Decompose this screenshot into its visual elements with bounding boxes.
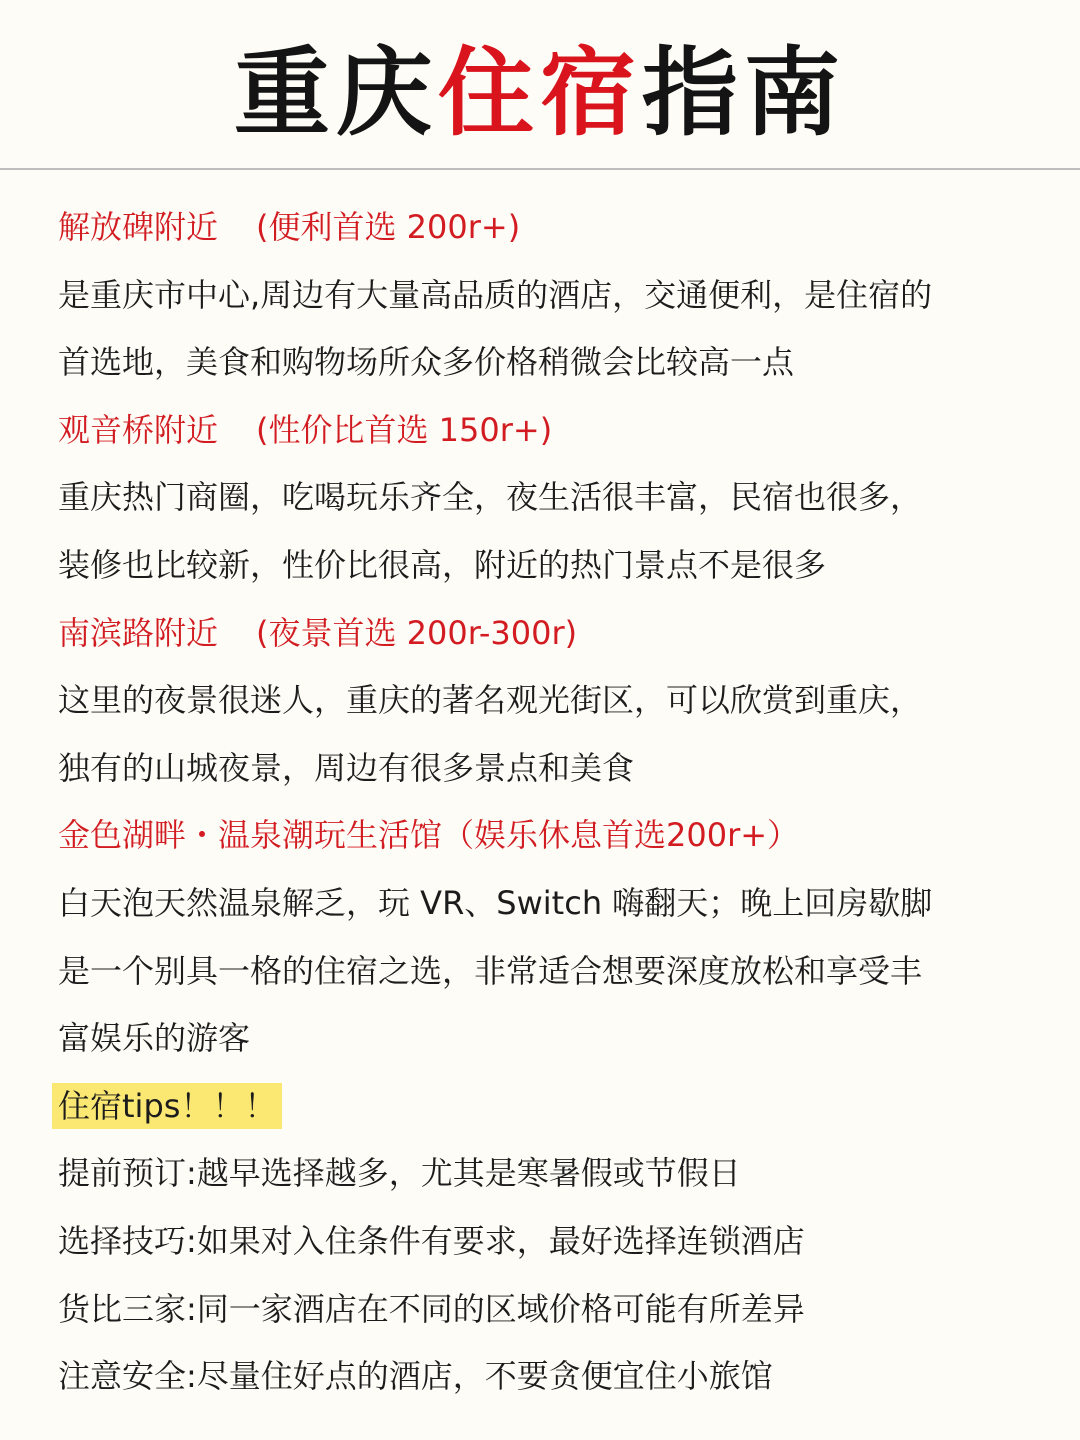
tip-item: 选择技巧:如果对入住条件有要求，最好选择连锁酒店 xyxy=(58,1221,805,1260)
title-part-1: 重庆 xyxy=(234,37,438,149)
section-name: 观音桥附近 xyxy=(58,410,219,449)
section-text-line: 首选地，美食和购物场所众多价格稍微会比较高一点 xyxy=(58,343,795,382)
section-text-line: 独有的山城夜景，周边有很多景点和美食 xyxy=(58,748,635,787)
section-name: 解放碑附近 xyxy=(58,208,219,246)
title-part-3: 指南 xyxy=(642,37,846,149)
tips-highlight-label: 住宿tips！！！ xyxy=(52,1083,282,1129)
tip-item: 提前预订:越早选择越多，尤其是寒暑假或节假日 xyxy=(58,1154,741,1193)
section-text-line: 富娱乐的游客 xyxy=(58,1019,251,1058)
page-title xyxy=(0,0,1080,148)
section-text-line: 白天泡天然温泉解乏，玩 VR、Switch 嗨翻天；晚上回房歇脚 xyxy=(58,883,933,922)
section-text-line: 这里的夜景很迷人，重庆的著名观光街区，可以欣赏到重庆， xyxy=(58,681,923,720)
guide-content xyxy=(58,194,1038,1411)
section-note: (性价比首选 150r+) xyxy=(256,410,553,449)
section-text-line: 重庆热门商圈，吃喝玩乐齐全，夜生活很丰富，民宿也很多， xyxy=(58,478,923,517)
section-text-line: 是一个别具一格的住宿之选，非常适合想要深度放松和享受丰 xyxy=(58,951,923,990)
section-heading-nanbinlu xyxy=(58,600,1038,668)
section-heading-guanyinqiao xyxy=(58,397,1038,465)
section-heading-hot-spring: 金色湖畔・温泉潮玩生活馆（娱乐休息首选200r+） xyxy=(58,816,800,855)
section-note: (便利首选 200r+) xyxy=(256,208,521,246)
section-note: (夜景首选 200r-300r) xyxy=(256,613,578,652)
tip-item: 注意安全:尽量住好点的酒店，不要贪便宜住小旅馆 xyxy=(58,1357,773,1396)
section-text-line: 是重庆市中心,周边有大量高品质的酒店，交通便利，是住宿的 xyxy=(58,275,933,314)
section-name: 南滨路附近 xyxy=(58,613,219,652)
page-header xyxy=(0,0,1080,170)
section-heading-jiefangbei xyxy=(58,194,1038,262)
title-highlight: 住宿 xyxy=(438,37,642,149)
section-text-line: 装修也比较新，性价比很高，附近的热门景点不是很多 xyxy=(58,545,827,584)
tips-heading xyxy=(58,1073,1038,1141)
tip-item: 货比三家:同一家酒店在不同的区域价格可能有所差异 xyxy=(58,1289,805,1328)
